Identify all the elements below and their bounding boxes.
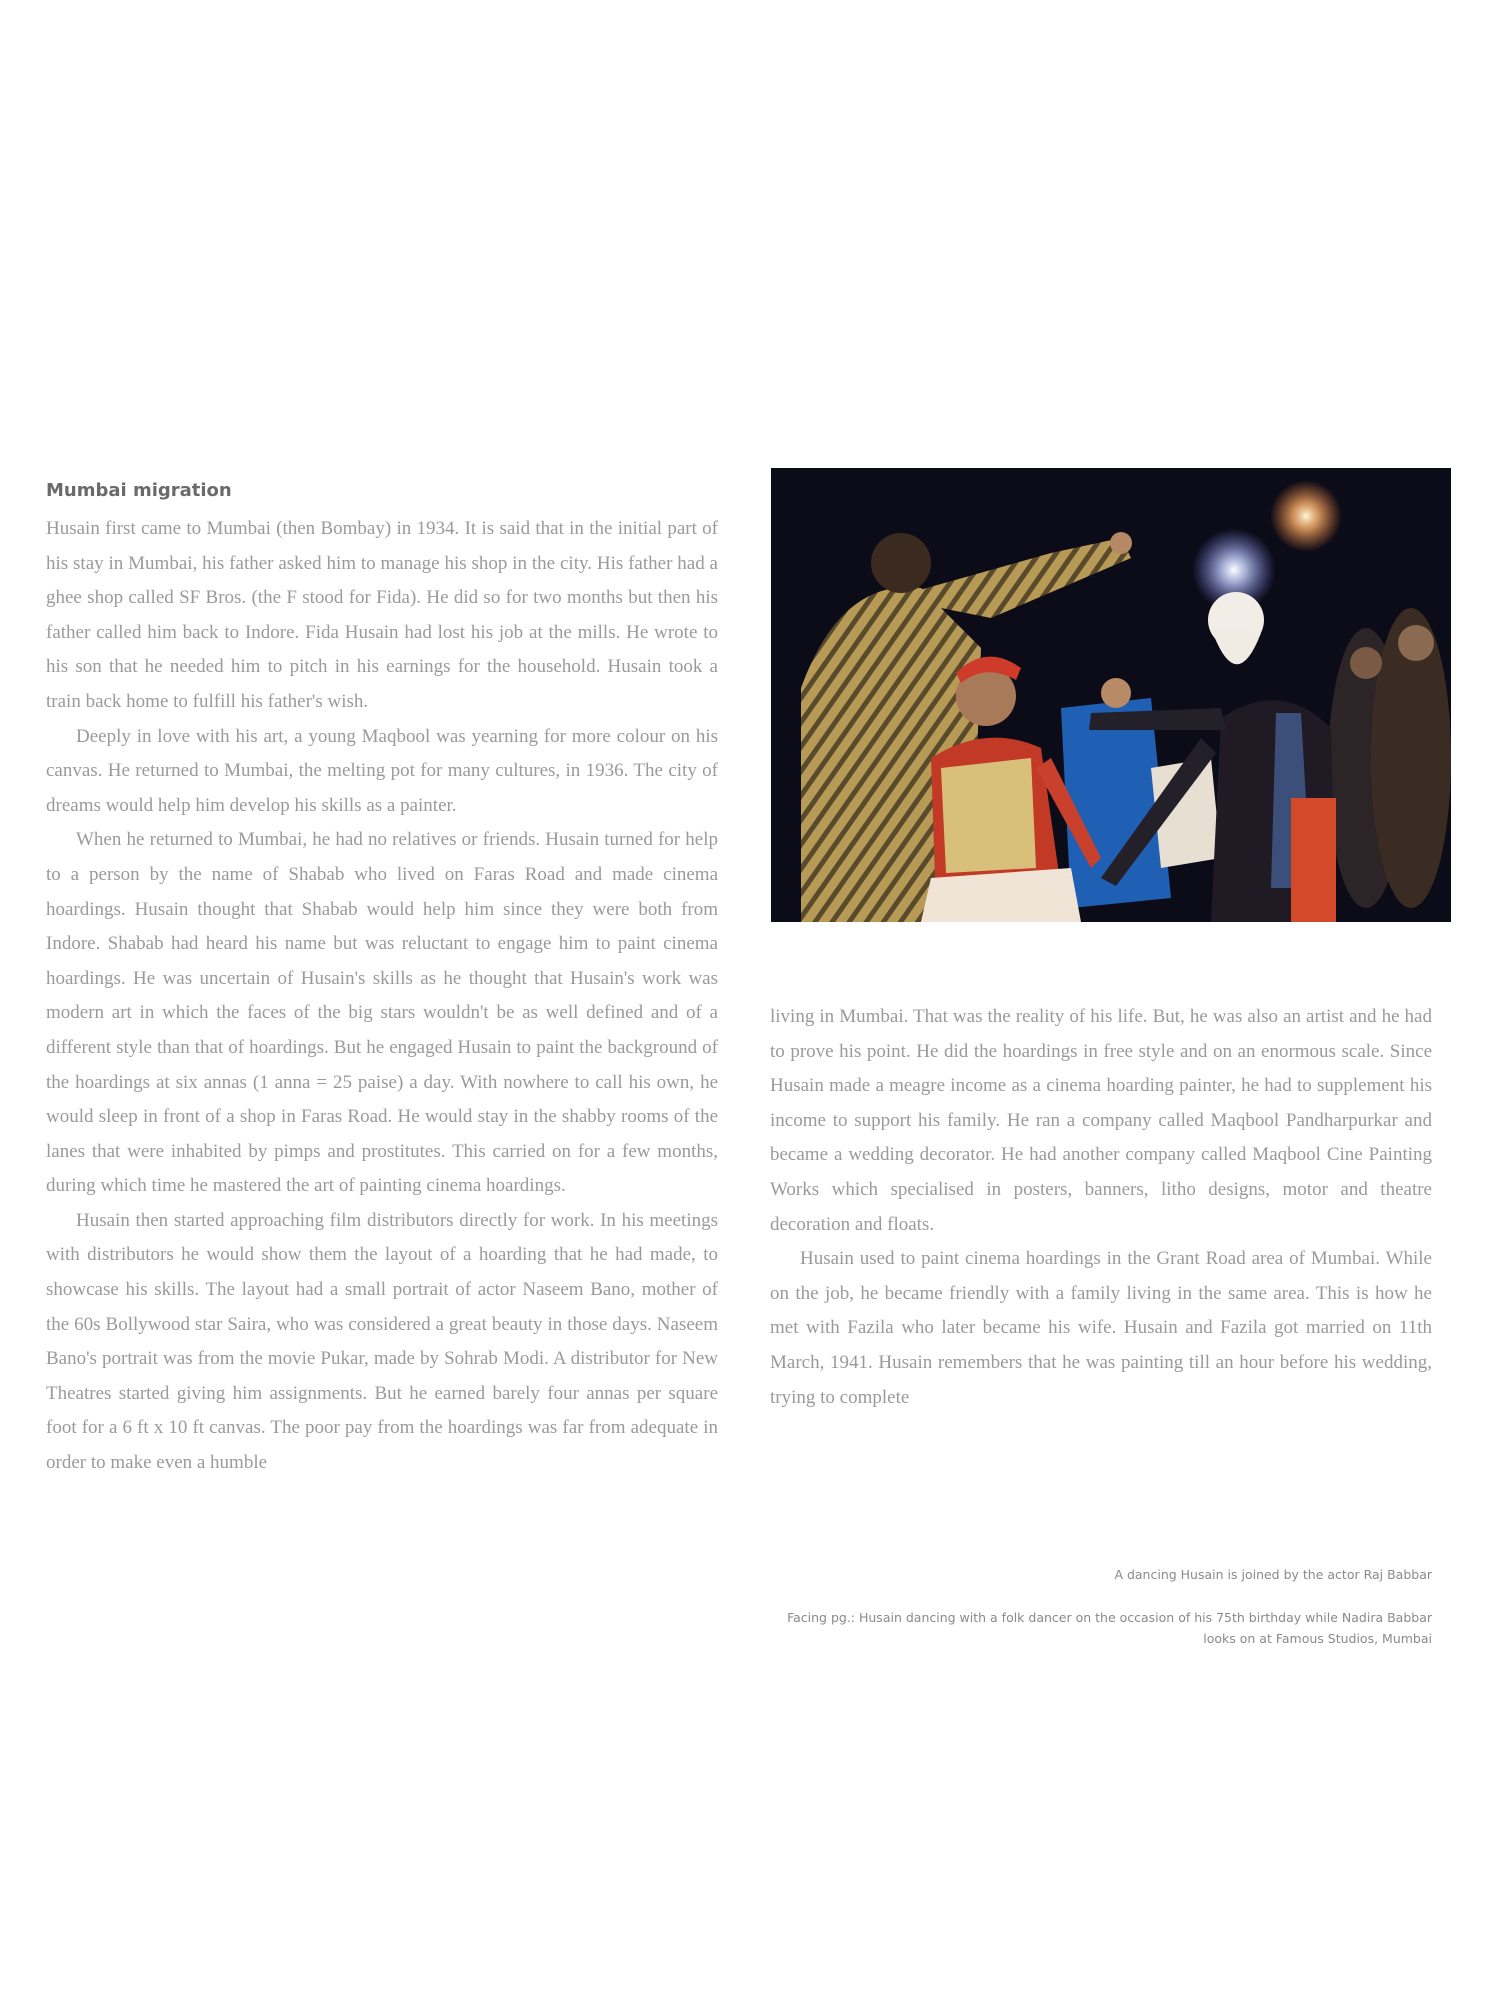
body-paragraph: When he returned to Mumbai, he had no relatives or friends. Husain turned for help to a person by the name of Shabab who lived on Faras Road and made cinema hoardings. Husain thought that Shabab would help him since they were both from Indore. Shabab had heard his name but was reluctant to engage him to paint cinema hoardings. He was uncertain of Husain's skills as he thought that Husain's work was modern art in which the faces of the big stars wouldn't be as well defined and of a different style than that of hoardings. But he engaged Husain to paint the background of the hoardings at six annas (1 anna = 25 paise) a day. With nowhere to call his own, he would sleep in front of a shop in Faras Road. He would stay in the shabby rooms of the lanes that were inhabited by pimps and prostitutes. This carried on for a few months, during which time he mastered the art of painting cinema hoardings. [46, 829, 718, 1197]
photo-illustration [771, 468, 1451, 922]
facing-page-caption: Facing pg.: Husain dancing with a folk dancer on the occasion of his 75th birthday while Nadira Babbar looks on at Famous Studios, Mumbai [787, 1610, 1432, 1646]
body-paragraph: Husain used to paint cinema hoardings in the Grant Road area of Mumbai. While on the job, he became friendly with a family living in the same area. This is how he met with Fazila who later became his wife. Husain and Fazila got married on 11th March, 1941. Husain remembers that he was painting till an hour before his wedding, trying to complete [770, 1248, 1432, 1408]
section-heading: Mumbai migration [46, 480, 232, 501]
body-paragraph: living in Mumbai. That was the reality of his life. But, he was also an artist and he had to prove his point. He did the hoardings in free style and on an enormous scale. Since Husain made a meagre income as a cinema hoarding painter, he had to supplement his income to support his family. He ran a company called Maqbool Pandharpurkar and became a wedding decorator. He had another company called Maqbool Cine Painting Works which specialised in posters, banners, litho designs, motor and theatre decoration and floats. [770, 1006, 1432, 1235]
photo-captions [770, 1564, 1432, 1671]
body-paragraph: Husain then started approaching film distributors directly for work. In his meetings with distributors he would show them the layout of a hoarding that he had made, to showcase his skills. The layout had a small portrait of actor Naseem Bano, mother of the 60s Bollywood star Saira, who was considered a great beauty in those days. Naseem Bano's portrait was from the movie Pukar, made by Sohrab Modi. A distributor for New Theatres started giving him assignments. But he earned barely four annas per square foot for a 6 ft x 10 ft canvas. The poor pay from the hoardings was far from adequate in order to make even a humble [46, 1209, 718, 1474]
photo-caption: A dancing Husain is joined by the actor Raj Babbar [1114, 1567, 1432, 1582]
body-paragraph: Husain first came to Mumbai (then Bombay) in 1934. It is said that in the initial part of his stay in Mumbai, his father asked him to manage his shop in the city. His father had a ghee shop called SF Bros. (the F stood for Fida). He did so for two months but then his father called him back to Indore. Fida Husain had lost his job at the mills. He wrote to his son that he needed him to pitch in his earnings for the household. Husain took a train back home to fulfill his father's wish. [46, 518, 718, 712]
photo-dancing-husain [771, 468, 1451, 922]
body-paragraph: Deeply in love with his art, a young Maqbool was yearning for more colour on his canvas. He returned to Mumbai, the melting pot for many cultures, in 1936. The city of dreams would help him develop his skills as a painter. [46, 725, 718, 816]
left-text-column [46, 512, 718, 1481]
right-text-column [770, 1000, 1432, 1415]
